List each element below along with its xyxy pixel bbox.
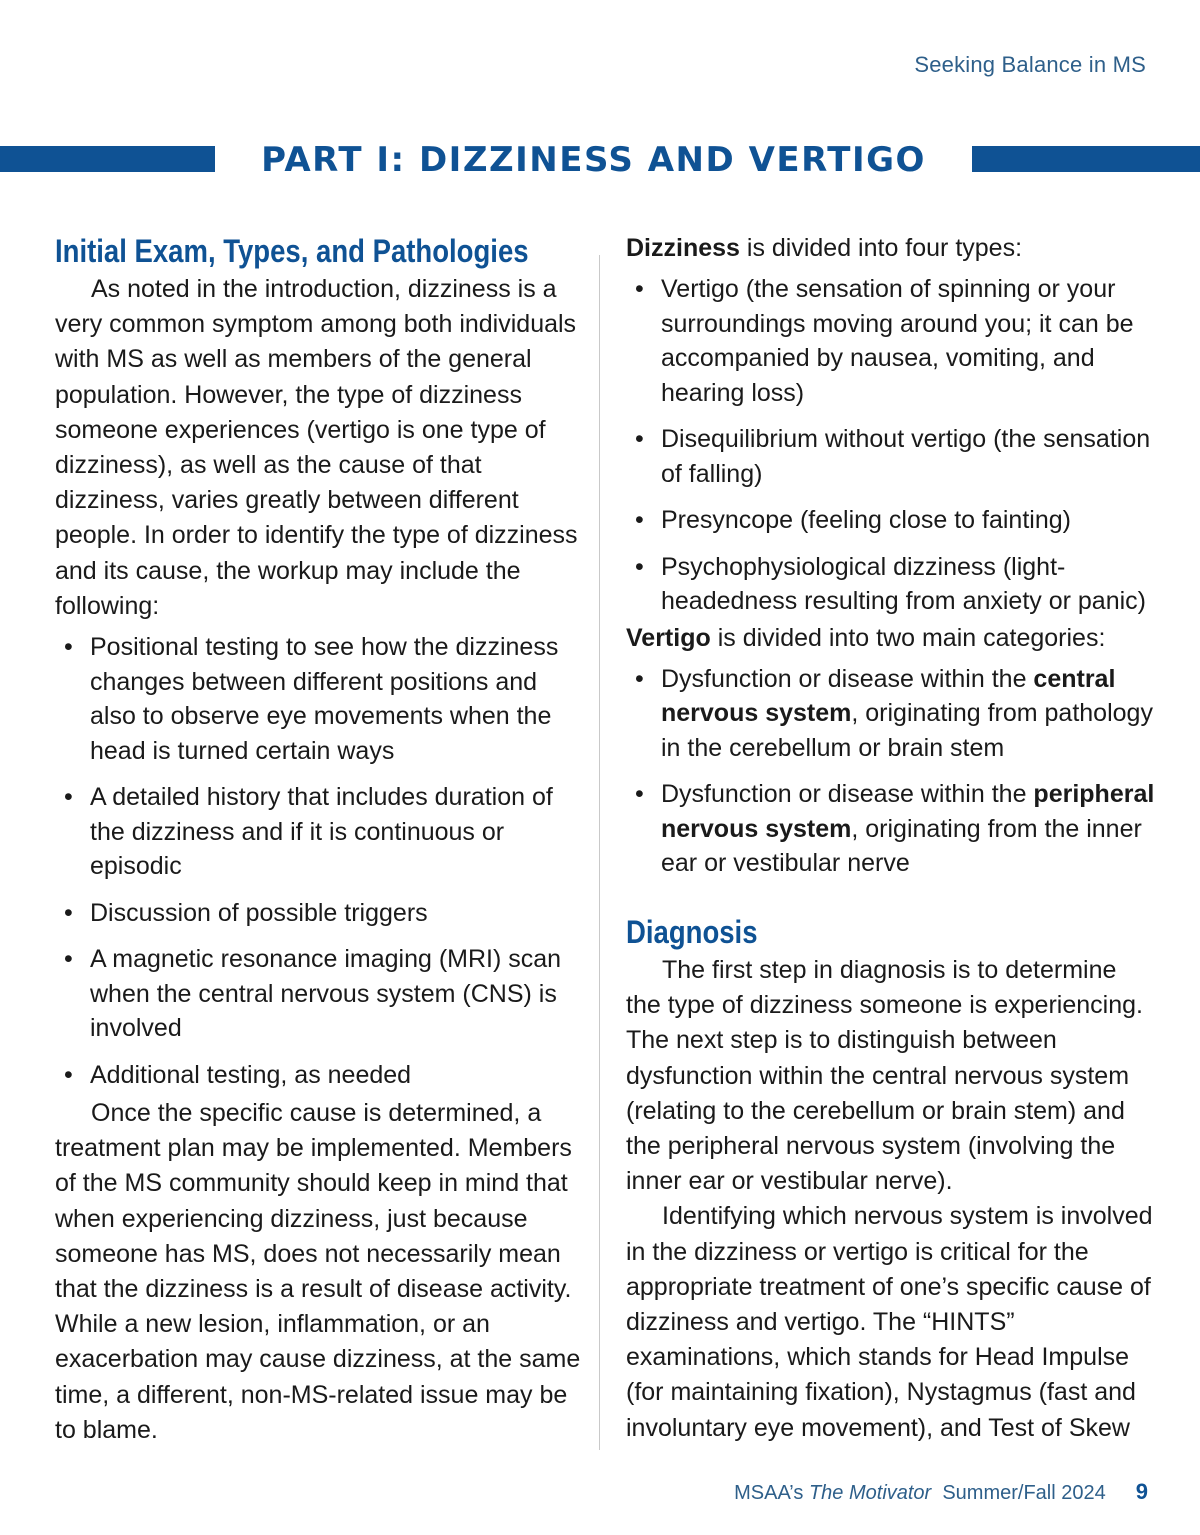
- banner-bar-right: [972, 146, 1200, 172]
- section-banner: [0, 140, 1200, 180]
- list-item: [626, 777, 1156, 881]
- list-item: • Discussion of possible triggers: [55, 896, 583, 931]
- cat1-post: , originating from pathology in the cerebellum or brain stem: [661, 699, 1153, 762]
- right-column: [626, 231, 1156, 1446]
- footer-publisher: MSAA’s: [734, 1482, 809, 1504]
- list-item: • Disequilibrium without vertigo (the sensation of falling): [626, 422, 1156, 491]
- section-heading-initial-exam: Initial Exam, Types, and Pathologies: [55, 233, 529, 269]
- section-title: PART I: DIZZINESS AND VERTIGO: [261, 140, 926, 180]
- list-item: • Positional testing to see how the dizziness changes between different positions and also to observe eye movements when the head is turned certain ways: [55, 630, 583, 768]
- dizziness-intro: [626, 231, 1156, 266]
- workup-list: [55, 630, 583, 1092]
- list-item: • A magnetic resonance imaging (MRI) scan when the central nervous system (CNS) is involved: [55, 942, 583, 1046]
- dizziness-types-list: [626, 272, 1156, 619]
- diagnosis-paragraph-2: Identifying which nervous system is involved in the dizziness or vertigo is critical for the appropriate treatment of one’s specific cause of dizziness and vertigo. The “HINTS” examinations, which stands for Head Impulse (for maintaining fixation), Nystagmus (fast and involuntary eye movement), and Test of Skew: [626, 1202, 1153, 1442]
- list-item: • Additional testing, as needed: [55, 1058, 583, 1093]
- page-number: 9: [1135, 1479, 1148, 1504]
- list-item: • Psychophysiological dizziness (light-headedness resulting from anxiety or panic): [626, 550, 1156, 619]
- intro-paragraph: As noted in the introduction, dizziness is a very common symptom among both individuals with MS as well as members of the general population. However, the type of dizziness someone experiences (vertigo is one type of dizziness), as well as the cause of that dizziness, varies greatly between different people. In order to identify the type of dizziness and its cause, the workup may include the following:: [55, 275, 578, 620]
- list-item: • Vertigo (the sensation of spinning or your surroundings moving around you; it can be accompanied by nausea, vomiting, and hearing loss): [626, 272, 1156, 410]
- footer-issue: Summer/Fall 2024: [942, 1482, 1106, 1504]
- section-heading-diagnosis: Diagnosis: [626, 913, 758, 950]
- page-footer: [734, 1479, 1148, 1505]
- vertigo-intro: [626, 621, 1156, 656]
- vertigo-intro-text: is divided into two main categories:: [710, 623, 1106, 652]
- left-column: [55, 230, 583, 1448]
- cat2-post: , originating from the inner ear or vestibular nerve: [661, 814, 1142, 878]
- cat2-pre: Dysfunction or disease within the: [661, 780, 1034, 809]
- footer-magazine: The Motivator: [808, 1482, 932, 1504]
- vertigo-term: Vertigo: [626, 623, 711, 652]
- column-divider: [599, 255, 600, 1450]
- dizziness-intro-text: is divided into four types:: [739, 234, 1023, 262]
- list-item: [626, 662, 1156, 766]
- vertigo-categories-list: [626, 662, 1156, 881]
- diagnosis-paragraph-1: The first step in diagnosis is to determine the type of dizziness someone is experiencing. The next step is to distinguish between dysfunction within the central nervous system (relating to the cerebellum or brain stem) and the peripheral nervous system (involving the inner ear or vestibular nerve).: [626, 955, 1143, 1196]
- cat2-bold: peripheral nervous system: [661, 780, 1155, 843]
- dizziness-term: Dizziness: [626, 234, 740, 262]
- running-head: Seeking Balance in MS: [914, 52, 1146, 77]
- banner-bar-left: [0, 146, 215, 172]
- closing-paragraph: Once the specific cause is determined, a treatment plan may be implemented. Members of the MS community should keep in mind that when experiencing dizziness, just because someone has MS, does not necessarily mean that the dizziness is a result of disease activity. While a new lesion, inflammation, or an exacerbation may cause dizziness, at the same time, a different, non-MS-related issue may be to blame.: [55, 1099, 581, 1444]
- list-item: • Presyncope (feeling close to fainting): [626, 503, 1156, 538]
- list-item: • A detailed history that includes duration of the dizziness and if it is continuous or episodic: [55, 780, 583, 884]
- cat1-pre: Dysfunction or disease within the: [661, 664, 1034, 693]
- cat1-bold: central nervous system: [661, 664, 1116, 728]
